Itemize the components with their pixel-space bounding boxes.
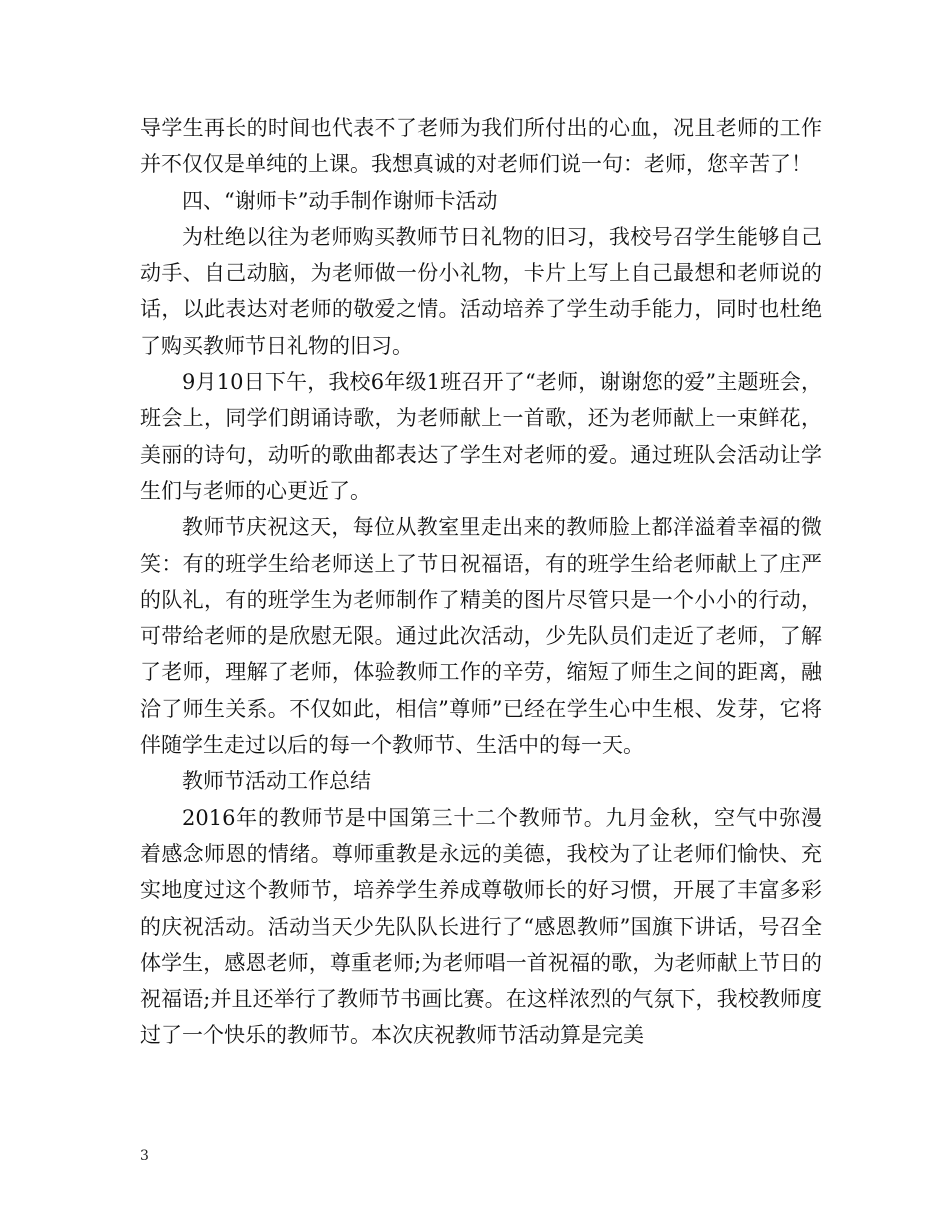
- paragraph-class-meeting: 9月10日下午，我校6年级1班召开了“老师，谢谢您的爱”主题班会，班会上，同学们朗诵诗歌，为老师献上一首歌，还为老师献上一束鲜花，美丽的诗句，动听的歌曲都表达了学生对老师的爱。通过班队会活动让学生们与老师的心更近了。: [140, 370, 822, 503]
- section-heading-summary: 教师节活动工作总结: [182, 769, 371, 794]
- paragraph-celebration-day: 教师节庆祝这天，每位从教室里走出来的教师脸上都洋溢着幸福的微笑：有的班学生给老师送上了节日祝福语，有的班学生给老师献上了庄严的队礼，有的班学生为老师制作了精美的图片尽管只是一个小小的行动，可带给老师的是欣慰无限。通过此次活动，少先队员们走近了老师，了解了老师，理解了老师，体验教师工作的辛劳，缩短了师生之间的距离，融洽了师生关系。不仅如此，相信”尊师”已经在学生心中生根、发芽，它将伴随学生走过以后的每一个教师节、生活中的每一天。: [140, 515, 822, 758]
- document-body: [140, 110, 822, 1054]
- paragraph-card-activity: 为杜绝以往为老师购买教师节日礼物的旧习，我校号召学生能够自己动手、自己动脑，为老师做一份小礼物，卡片上写上自己最想和老师说的话，以此表达对老师的敬爱之情。活动培养了学生动手能力，同时也杜绝了购买教师节日礼物的旧习。: [140, 224, 822, 358]
- page-number: 3: [140, 1148, 149, 1164]
- section-heading-thank-you-card: 四、“谢师卡”动手制作谢师卡活动: [182, 188, 498, 213]
- paragraph-continued: 导学生再长的时间也代表不了老师为我们所付出的心血，况且老师的工作并不仅仅是单纯的上课。我想真诚的对老师们说一句：老师，您辛苦了！: [140, 116, 822, 177]
- paragraph-summary-2016: 2016年的教师节是中国第三十二个教师节。九月金秋，空气中弥漫着感念师恩的情绪。尊师重教是永远的美德，我校为了让老师们愉快、充实地度过这个教师节，培养学生养成尊敬师长的好习惯，开展了丰富多彩的庆祝活动。活动当天少先队队长进行了“感恩教师”国旗下讲话，号召全体学生，感恩老师，尊重老师;为老师唱一首祝福的歌，为老师献上节日的祝福语;并且还举行了教师节书画比赛。在这样浓烈的气氛下，我校教师度过了一个快乐的教师节。本次庆祝教师节活动算是完美: [140, 805, 822, 1048]
